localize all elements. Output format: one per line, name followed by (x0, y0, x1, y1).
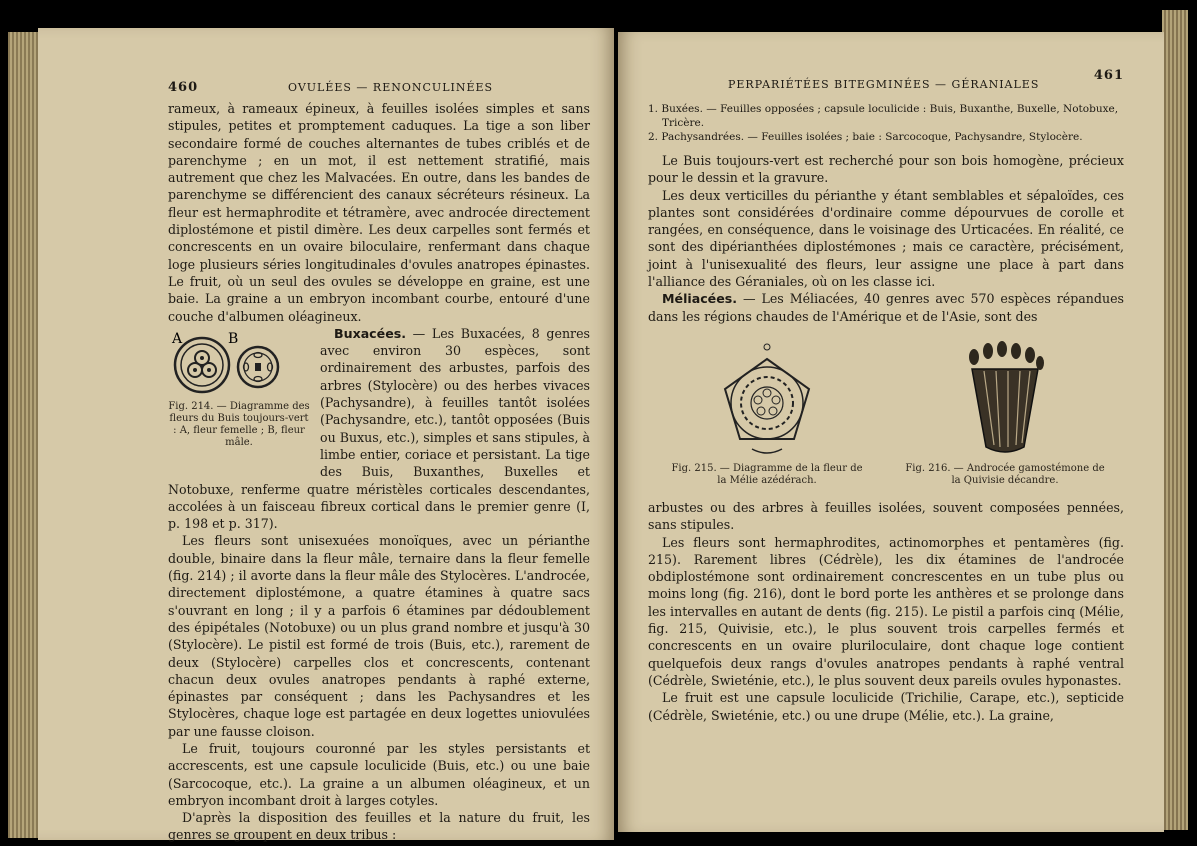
page-number-left: 460 (168, 80, 199, 95)
figure-214-caption: Fig. 214. — Diagramme des fleurs du Buis toujours-vert : A, fleur femelle ; B, fleur mâle. (168, 400, 310, 448)
buxacees-text: — Les Buxacées, 8 genres avec environ 30 espèces, sont ordinairement des arbustes, parfois des arbres (Stylocère) ou des herbes vivaces (Pachysandre), à feuilles tantôt isolées (Pachysandre, etc.), tantôt opposées (Buis ou Buxus, etc.), simples et sans stipules, à limbe entier, coriace et persistant. La tige des Buis, Buxanthes, Buxelles et Notobuxe, renferme quatre méristèles corticales descendantes, accolées à un faisceau fibreux cortical dans le premier genre (I, p. 198 et p. 317). (168, 325, 590, 532)
paragraph: rameux, à rameaux épineux, à feuilles isolées simples et sans stipules, petites et promptement caduques. La tige a son liber secondaire formé de couches alternantes de tubes criblés et de parenchyme ; en un mot, il est nettement stratifié, mais autrement que chez les Malvacées. En outre, dans les bandes de parenchyme se différencient des canaux sécréteurs résineux. La fleur est hermaphrodite et tétramère, avec androcée directement diplostémone et pistil dimère. Les deux carpelles sont fermés et concrescents en un ovaire biloculaire, renfermant dans chaque loge plusieurs séries longitudinales d'ovules anatropes épinastes. Le fruit, où un seul des ovules se développe en graine, est une baie. La graine a un embryon incombant courbe, entouré d'une couche d'albumen oléagineux. (168, 101, 590, 324)
tribe-list (648, 102, 1124, 144)
paragraph: Les fleurs sont unisexuées monoïques, avec un périanthe double, binaire dans la fleur mâle, ternaire dans la fleur femelle (fig. 214) ; il avorte dans la fleur mâle des Stylocères. L'androcée, directement diplostémone, a quatre étamines à quatre sacs s'ouvrant en long ; il y a parfois 6 étamines par dédoublement des épipétales (Notobuxe) ou un plus grand nombre et jusqu'à 30 (Stylocère). Le pistil est formé de trois (Buis, etc.), rarement de deux (Stylocère) carpelles clos et concrescents, contenant chacun deux ovules anatropes pendants à raphé externe, épinastes par conséquent ; dans les Pachysandres et les Stylocères, chaque loge est partagée en deux logettes uniovulées par une fausse cloison. (168, 533, 590, 739)
figure-215 (667, 339, 867, 487)
paragraph: D'après la disposition des feuilles et la nature du fruit, les genres se groupent en deux tribus : (168, 810, 590, 843)
paragraph: Le Buis toujours-vert est recherché pour son bois homogène, précieux pour le dessin et la gravure. (648, 153, 1124, 186)
meliacees-text: — Les Méliacées, 40 genres avec 570 espèces répandues dans les régions chaudes de l'Amérique et de l'Asie, sont des (648, 291, 1124, 324)
paragraph-meliacees (648, 290, 1124, 325)
left-page (38, 28, 614, 843)
male-flower-diagram (238, 347, 278, 387)
figure-214-label-b: B (228, 330, 239, 347)
tribe-note-buxees: 1. Buxées. — Feuilles opposées ; capsule loculicide : Buis, Buxanthe, Buxelle, Notobuxe, Tricère. (648, 103, 1119, 129)
page-number-right: 461 (1093, 68, 1124, 83)
figure-216-caption: Fig. 216. — Androcée gamostémone de la Quivisie décandre. (905, 462, 1105, 486)
page-edges-right (1162, 10, 1188, 830)
right-running-head (648, 68, 1124, 98)
paragraph: Les deux verticilles du périanthe y étant semblables et sépaloïdes, ces plantes sont considérées d'ordinaire comme dépourvues de corolle et rangées, en conséquence, dans le voisinage des Urticacées. En réalité, ce sont des dipérianthées diplostémones ; mais ce caractère, précisément, joint à l'unisexualité des fleurs, leur assigne une place à part dans l'alliance des Géraniales, où on les classe ici. (648, 187, 1124, 290)
figure-214-label-a: A (172, 330, 183, 347)
paragraph: arbustes ou des arbres à feuilles isolées, souvent composées pennées, sans stipules. (648, 499, 1124, 533)
tribe-note-pachysandrees: 2. Pachysandrées. — Feuilles isolées ; baie : Sarcocoque, Pachysandre, Stylocère. (648, 131, 1083, 143)
figures-row (648, 339, 1124, 487)
running-title-right: PERPARIÉTÉES BITEGMINÉES — GÉRANIALES (728, 78, 1040, 91)
paragraph: Le fruit, toujours couronné par les styles persistants et accrescents, est une capsule loculicide (Buis, etc.) ou une baie (Sarcocoque, etc.). La graine a un albumen oléagineux, et un embryon incombant droit à larges cotyles. (168, 740, 590, 808)
paragraph: Le fruit est une capsule loculicide (Trichilie, Carape, etc.), septicide (Cédrèle, Swieténie, etc.) ou une drupe (Mélie, etc.). La graine, (648, 690, 1124, 723)
figure-215-drawing (712, 339, 822, 459)
left-running-head (168, 80, 590, 100)
female-flower-diagram (175, 338, 229, 392)
figure-214-drawing (168, 329, 310, 397)
paragraph: Les fleurs sont hermaphrodites, actinomorphes et pentamères (fig. 215). Rarement libres (Cédrèle), les dix étamines de l'androcée obdiplostémone sont ordinairement concrescentes en un tube plus ou moins long (fig. 216), dont le bord porte les anthères et se prolonge dans les intervalles en autant de dents (fig. 215). Le pistil a parfois cinq (Mélie, fig. 215, Quivisie, etc.), le plus souvent trois carpelles fermés et concrescents en un ovaire pluriloculaire, dont chaque loge contient quelquefois deux rangs d'ovules anatropes pendants à raphé ventral (Cédrèle, Swieténie, etc.), le plus souvent deux pareils ovules hyponastes. (648, 534, 1124, 688)
buxacees-heading: Buxacées. (334, 325, 407, 341)
running-title-left: OVULÉES — RENONCULINÉES (288, 81, 494, 94)
figure-216-drawing (950, 339, 1060, 459)
meliacees-heading: Méliacées. (662, 291, 738, 307)
right-page (618, 32, 1164, 832)
figure-215-caption: Fig. 215. — Diagramme de la fleur de la Mélie azédérach. (671, 462, 863, 486)
open-book (8, 10, 1188, 843)
figure-216 (905, 339, 1105, 487)
figure-214 (168, 329, 310, 479)
